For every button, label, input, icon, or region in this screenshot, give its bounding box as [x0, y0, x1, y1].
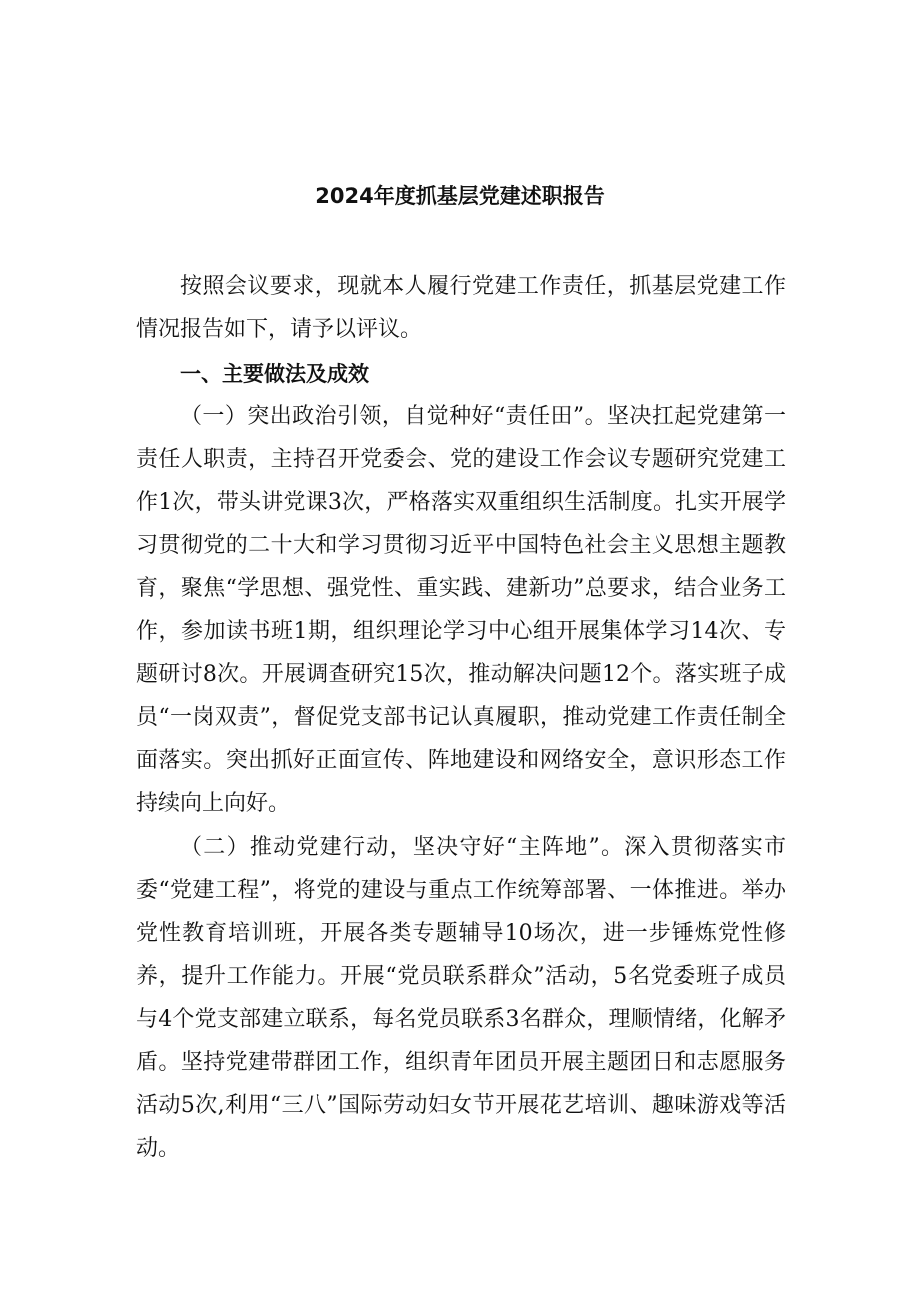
intro-paragraph: 按照会议要求，现就本人履行党建工作责任，抓基层党建工作情况报告如下，请予以评议。	[136, 274, 786, 342]
paragraph-1-block	[136, 395, 786, 825]
document-title: 2024年度抓基层党建述职报告	[315, 184, 605, 208]
paragraph-2: （二）推动党建行动，坚决守好“主阵地”。深入贯彻落实市委“党建工程”，将党的建设与重点工作统筹部署、一体推进。举办党性教育培训班，开展各类专题辅导10场次，进一步锤炼党性修养，提升工作能力。开展“党员联系群众”活动，5名党委班子成员与4个党支部建立联系，每名党员联系3名群众，理顺情绪，化解矛盾。坚持党建带群团工作，组织青年团员开展主题团日和志愿服务活动5次,利用“三八”国际劳动妇女节开展花艺培训、趣味游戏等活动。	[136, 835, 786, 1161]
paragraph-2-block	[136, 826, 786, 1170]
paragraph-1: （一）突出政治引领，自觉种好“责任田”。坚决扛起党建第一责任人职责，主持召开党委会、党的建设工作会议专题研究党建工作1次，带头讲党课3次，严格落实双重组织生活制度。扎实开展学习贯彻党的二十大和学习贯彻习近平中国特色社会主义思想主题教育，聚焦“学思想、强党性、重实践、建新功”总要求，结合业务工作，参加读书班1期，组织理论学习中心组开展集体学习14次、专题研讨8次。开展调查研究15次，推动解决问题12个。落实班子成员“一岗双责”，督促党支部书记认真履职，推动党建工作责任制全面落实。突出抓好正面宣传、阵地建设和网络安全，意识形态工作持续向上向好。	[136, 404, 786, 816]
intro-block	[136, 265, 786, 351]
section-1-heading: 一、主要做法及成效	[180, 362, 369, 386]
section-heading-block	[136, 353, 786, 396]
